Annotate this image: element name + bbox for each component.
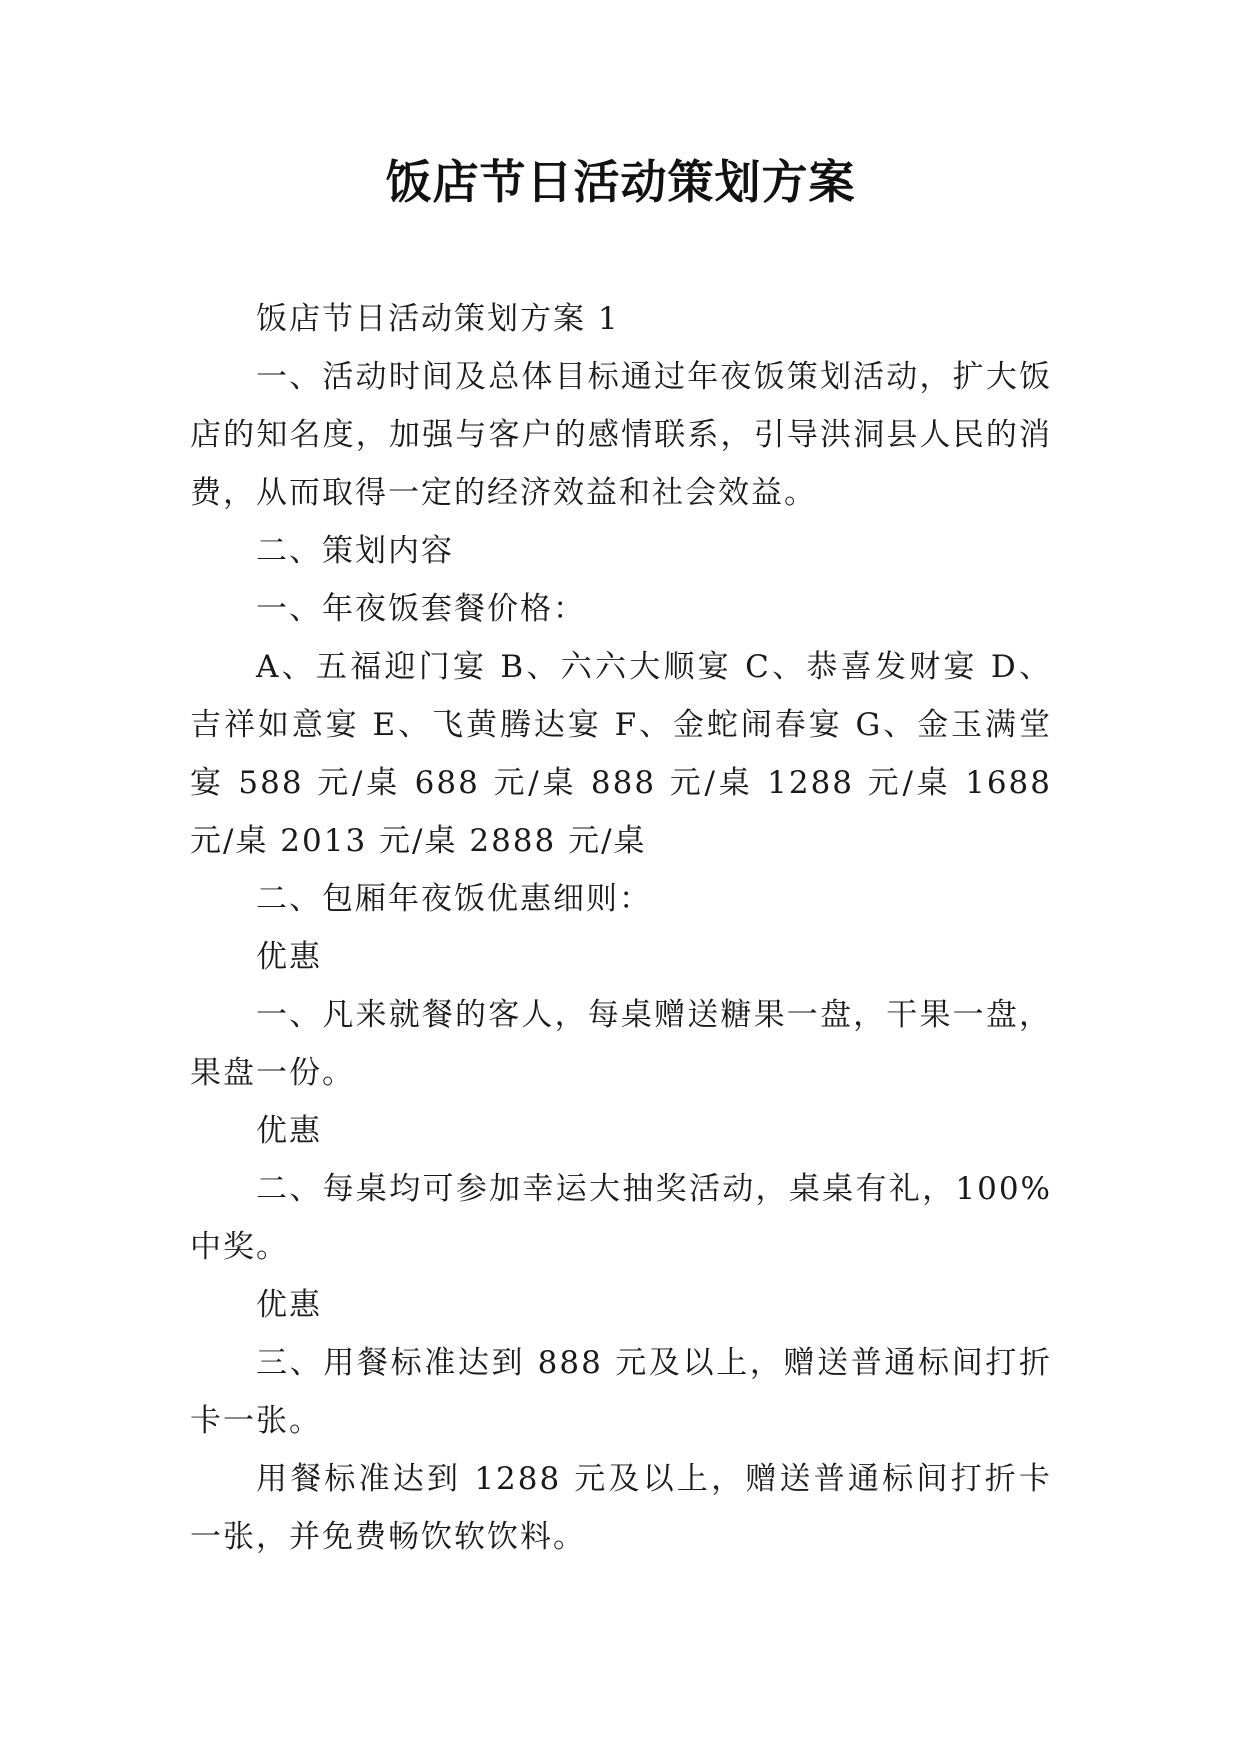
document-body — [190, 290, 1052, 1566]
paragraph-discount-heading: 二、包厢年夜饭优惠细则： — [256, 881, 652, 917]
paragraph-subtitle: 饭店节日活动策划方案 1 — [256, 301, 620, 337]
paragraph-plan-heading: 二、策划内容 — [256, 533, 454, 569]
paragraph-offer-2: 二、每桌均可参加幸运大抽奖活动，桌桌有礼，100%中奖。 — [190, 1171, 1052, 1265]
paragraph-offer-1: 一、凡来就餐的客人，每桌赠送糖果一盘，干果一盘，果盘一份。 — [190, 997, 1052, 1091]
paragraph-goals: 一、活动时间及总体目标通过年夜饭策划活动，扩大饭店的知名度，加强与客户的感情联系，引导洪洞县人民的消费，从而取得一定的经济效益和社会效益。 — [190, 359, 1052, 511]
paragraph-price-list: A、五福迎门宴 B、六六大顺宴 C、恭喜发财宴 D、吉祥如意宴 E、飞黄腾达宴 F、金蛇闹春宴 G、金玉满堂宴 588 元/桌 688 元/桌 888 元/桌 1288 元/桌 1688 元/桌 2013 元/桌 2888 元/桌 — [190, 649, 1052, 859]
paragraph-offer-label: 优惠 — [256, 1287, 322, 1323]
page-title: 饭店节日活动策划方案 — [385, 155, 856, 209]
paragraph-offer-label: 优惠 — [256, 1113, 322, 1149]
paragraph-offer-3-cont: 用餐标准达到 1288 元及以上，赠送普通标间打折卡一张，并免费畅饮软饮料。 — [190, 1461, 1052, 1555]
paragraph-offer-3: 三、用餐标准达到 888 元及以上，赠送普通标间打折卡一张。 — [190, 1345, 1052, 1439]
paragraph-offer-label: 优惠 — [256, 939, 322, 975]
paragraph-price-heading: 一、年夜饭套餐价格： — [256, 591, 586, 627]
